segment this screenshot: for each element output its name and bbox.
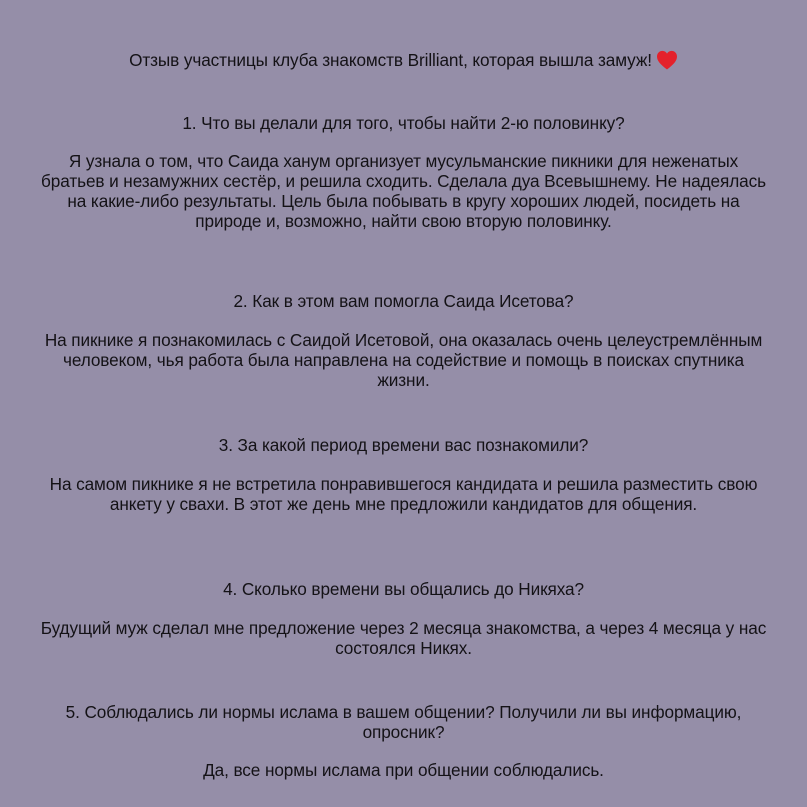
question-5: 5. Соблюдались ли нормы ислама в вашем общении? Получили ли вы информацию, опросник? — [65, 702, 742, 742]
answer-1: Я узнала о том, что Саида ханум организует мусульманские пикники для неженатых братьев и незамужних сестёр, и решила сходить. Сделала дуа Всевышнему. Не надеялась на какие-либо результаты. Цель была побывать в кругу хороших людей, посидеть на природе и, возможно, найти свою вторую половинку. — [41, 151, 766, 231]
question-4: 4. Сколько времени вы общались до Никяха? — [223, 579, 584, 599]
answer-3: На самом пикнике я не встретила понравившегося кандидата и решила разместить свою анкету у свахи. В этот же день мне предложили кандидатов для общения. — [49, 474, 758, 514]
title-text: Отзыв участницы клуба знакомств Brilliant, которая вышла замуж! — [129, 50, 652, 70]
question-3: 3. За какой период времени вас познакомили? — [218, 435, 589, 455]
answer-4: Будущий муж сделал мне предложение через 2 месяца знакомства, а через 4 месяца у нас состоялся Никях. — [40, 618, 767, 658]
heart-icon — [656, 50, 678, 70]
page-title — [40, 50, 767, 70]
question-2: 2. Как в этом вам помогла Саида Исетова? — [233, 291, 574, 311]
question-1: 1. Что вы делали для того, чтобы найти 2-ю половинку? — [182, 113, 625, 133]
answer-5: Да, все нормы ислама при общении соблюдались. — [203, 760, 604, 780]
answer-2: На пикнике я познакомилась с Саидой Исетовой, она оказалась очень целеустремлённым человеком, чья работа была направлена на содействие и помощь в поисках спутника жизни. — [44, 330, 763, 390]
